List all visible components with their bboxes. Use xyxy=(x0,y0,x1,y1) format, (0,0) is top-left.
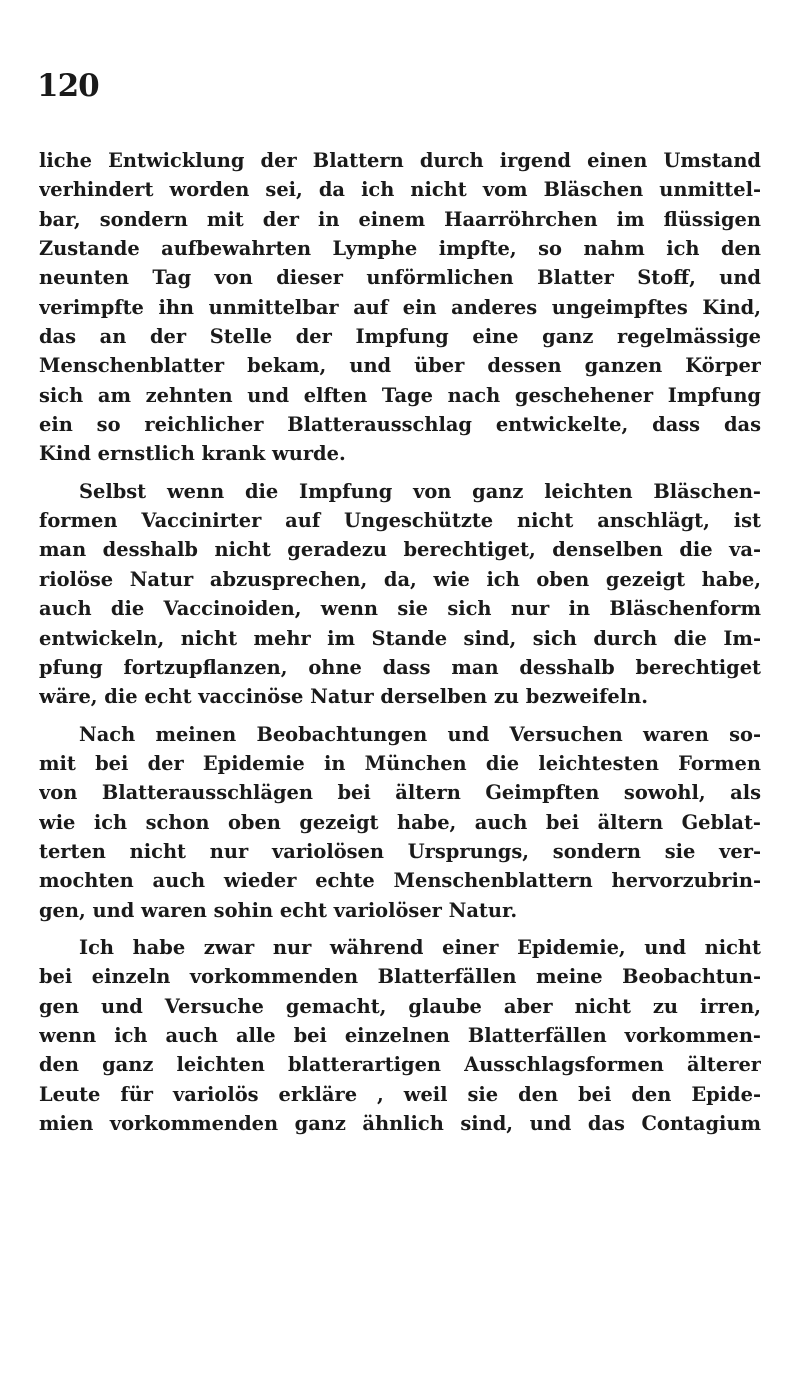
text-line: von Blatterausschlägen bei ältern Geimpften sowohl, als xyxy=(39,781,761,805)
text-line: liche Entwicklung der Blattern durch irgend einen Umstand xyxy=(39,149,761,172)
text-line: bar, sondern mit der in einem Haarröhrchen im flüssigen xyxy=(39,207,761,231)
text-line: Nach meinen Beobachtungen und Versuchen waren so- xyxy=(79,722,761,746)
text-line: riolöse Natur abzusprechen, da, wie ich oben gezeigt habe, xyxy=(39,567,761,591)
text-line: Zustande aufbewahrten Lymphe impfte, so nahm ich den xyxy=(39,237,761,261)
text-line: Ich habe zwar nur während einer Epidemie, und nicht xyxy=(79,935,761,959)
text-line: bei einzeln vorkommenden Blatterfällen meine Beobachtun- xyxy=(39,965,761,989)
text-line: mochten auch wieder echte Menschenblattern hervorzubrin- xyxy=(39,869,761,893)
text-line: auch die Vaccinoiden, wenn sie sich nur in Bläschenform xyxy=(39,597,761,621)
text-line: sich am zehnten und elften Tage nach geschehener Impfung xyxy=(39,383,761,407)
paragraph xyxy=(39,146,761,469)
text-line: man desshalb nicht geradezu berechtiget, denselben die va- xyxy=(39,538,761,562)
paragraph xyxy=(39,933,761,1138)
paragraph xyxy=(39,720,761,925)
text-line: mit bei der Epidemie in München die leichtesten Formen xyxy=(39,751,761,775)
text-line: wie ich schon oben gezeigt habe, auch bei ältern Geblat- xyxy=(39,810,761,834)
text-line: pfung fortzupflanzen, ohne dass man desshalb berechtiget xyxy=(39,655,761,679)
text-line: entwickeln, nicht mehr im Stande sind, sich durch die Im- xyxy=(39,626,761,650)
body-text xyxy=(39,146,761,1138)
text-line: verhindert worden sei, da ich nicht vom Bläschen unmittel- xyxy=(39,178,761,202)
text-line: den ganz leichten blatterartigen Ausschlagsformen älterer xyxy=(39,1053,761,1077)
text-line: das an der Stelle der Impfung eine ganz regelmässige xyxy=(39,325,761,349)
text-line: terten nicht nur variolösen Ursprungs, sondern sie ver- xyxy=(39,839,761,863)
text-line: verimpfte ihn unmittelbar auf ein anderes ungeimpftes Kind, xyxy=(39,295,761,319)
text-line: Menschenblatter bekam, und über dessen ganzen Körper xyxy=(39,354,761,378)
text-line: gen und Versuche gemacht, glaube aber nicht zu irren, xyxy=(39,994,761,1018)
text-line: Leute für variolös erkläre , weil sie den bei den Epide- xyxy=(39,1082,761,1106)
page-number: 120 xyxy=(37,68,99,104)
text-line: neunten Tag von dieser unförmlichen Blatter Stoff, und xyxy=(39,266,761,290)
text-line: wäre, die echt vaccinöse Natur derselben zu bezweifeln. xyxy=(39,685,648,709)
text-line: mien vorkommenden ganz ähnlich sind, und das Contagium xyxy=(39,1112,761,1135)
text-line: Selbst wenn die Impfung von ganz leichten Bläschen- xyxy=(79,479,761,503)
paragraph xyxy=(39,477,761,712)
text-line: wenn ich auch alle bei einzelnen Blatterfällen vorkommen- xyxy=(39,1023,761,1047)
text-line: Kind ernstlich krank wurde. xyxy=(39,442,346,466)
text-line: formen Vaccinirter auf Ungeschützte nicht anschlägt, ist xyxy=(39,509,761,533)
text-line: ein so reichlicher Blatterausschlag entwickelte, dass das xyxy=(39,413,761,437)
text-line: gen, und waren sohin echt variolöser Natur. xyxy=(39,898,518,922)
